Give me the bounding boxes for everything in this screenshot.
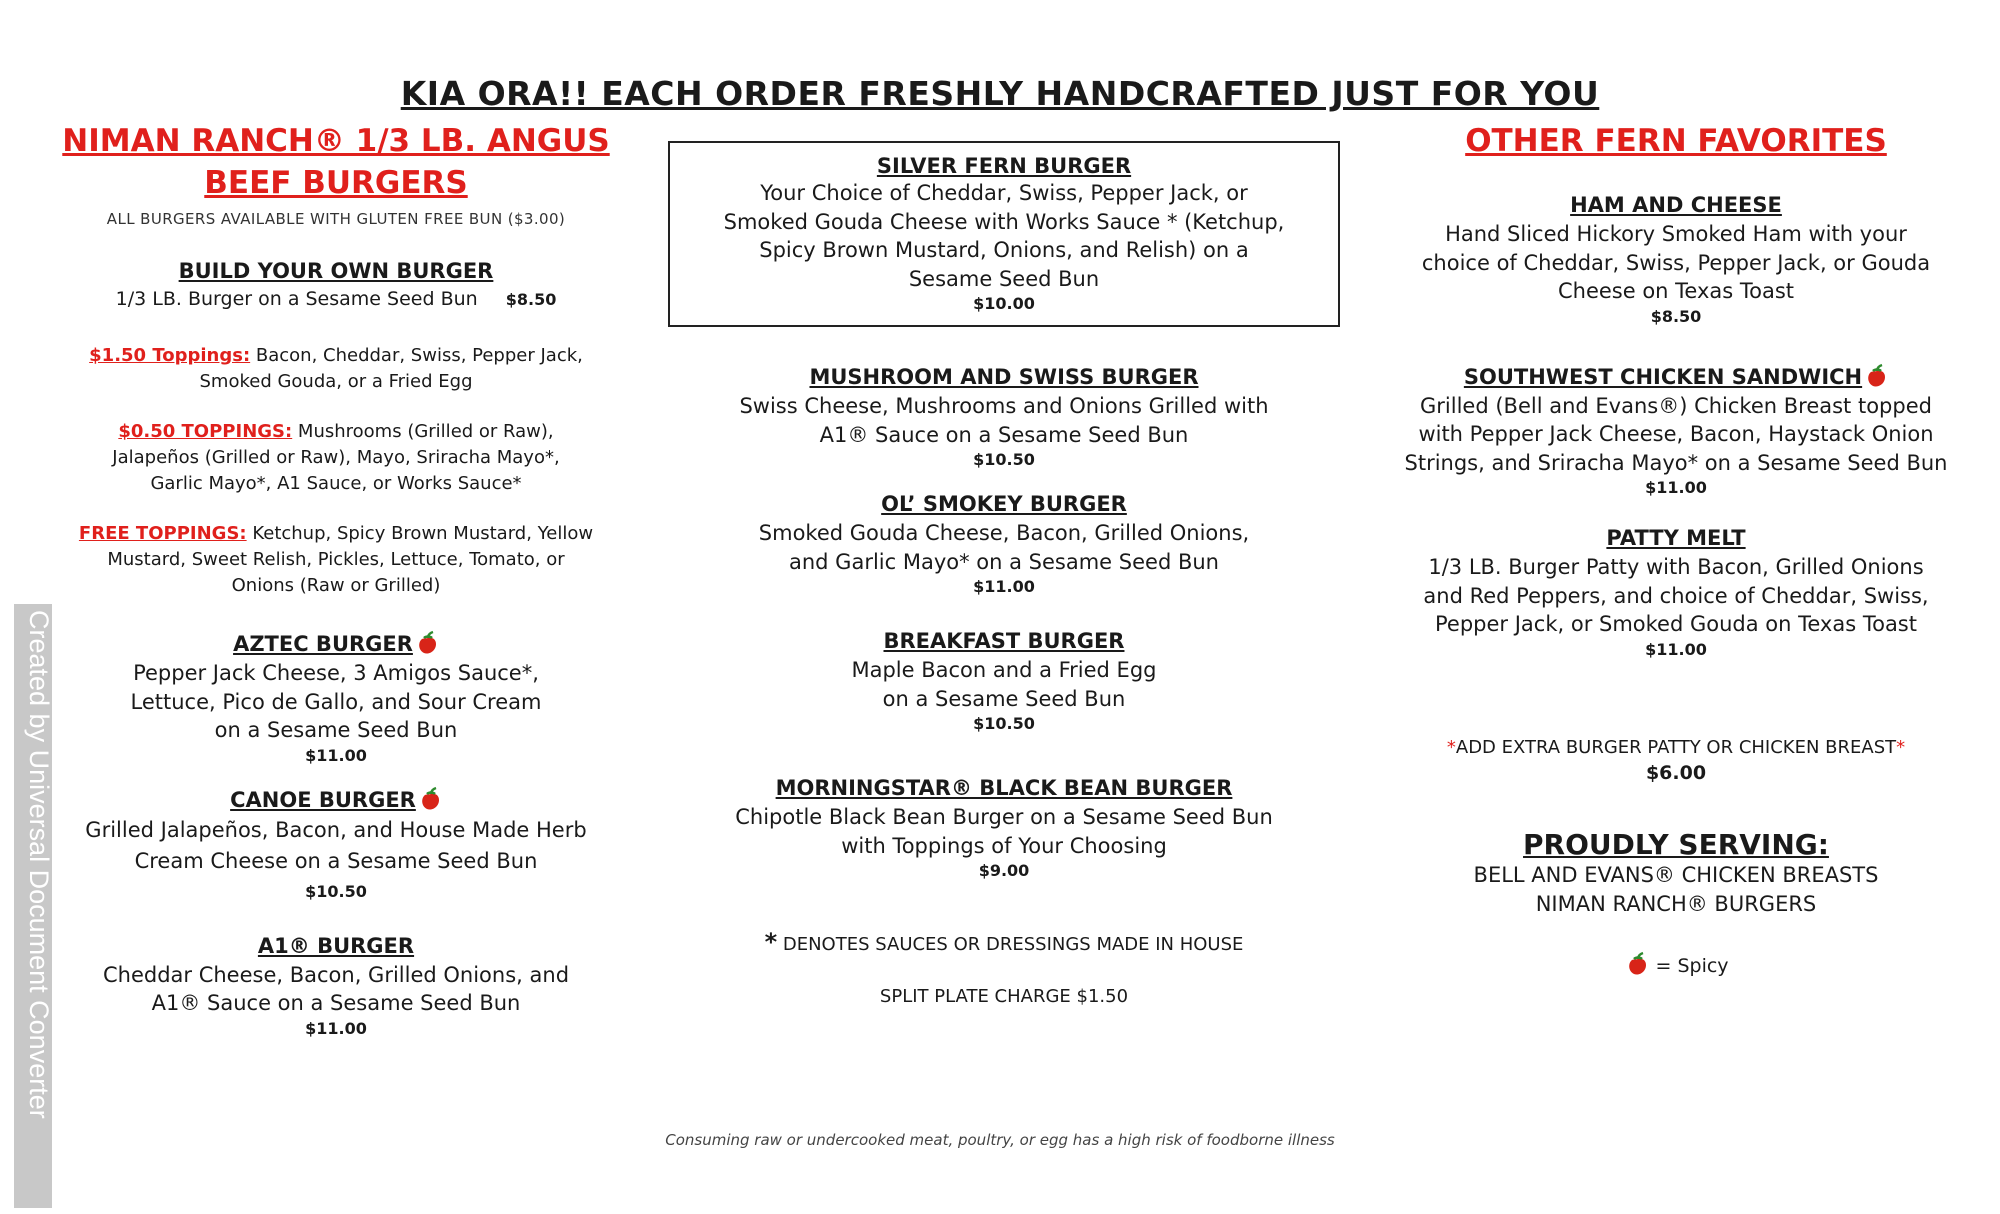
- featured-item-box: [668, 141, 1340, 327]
- item-desc-line: A1® Sauce on a Sesame Seed Bun: [151, 991, 521, 1015]
- menu-item-aztec: [40, 629, 632, 767]
- item-desc-line: Cheese on Texas Toast: [1557, 279, 1795, 303]
- item-desc-line: A1® Sauce on a Sesame Seed Bun: [819, 422, 1189, 447]
- item-title: HAM AND CHEESE: [1570, 193, 1782, 217]
- note-text: DENOTES SAUCES OR DRESSINGS MADE IN HOUSE: [777, 934, 1244, 955]
- left-column: [40, 120, 632, 1040]
- item-price: $11.00: [305, 745, 367, 765]
- gluten-free-note: ALL BURGERS AVAILABLE WITH GLUTEN FREE BUN ($3.00): [106, 210, 566, 228]
- toppings-label: FREE TOPPINGS:: [78, 523, 247, 544]
- menu-item-ol-smokey: [668, 489, 1340, 598]
- item-price: $11.00: [1645, 478, 1707, 497]
- toppings-line: Onions (Raw or Grilled): [231, 575, 441, 596]
- item-desc-line: Hand Sliced Hickory Smoked Ham with your: [1445, 222, 1907, 246]
- item-desc-line: Cream Cheese on a Sesame Seed Bun: [134, 848, 538, 873]
- item-title: AZTEC BURGER: [233, 632, 413, 656]
- item-desc-line: Strings, and Sriracha Mayo* on a Sesame Seed Bun: [1404, 450, 1948, 475]
- item-title: MUSHROOM AND SWISS BURGER: [809, 365, 1199, 389]
- proudly-line: NIMAN RANCH® BURGERS: [1535, 891, 1817, 916]
- item-price: $10.50: [305, 881, 367, 901]
- chili-pepper-icon: [418, 786, 442, 812]
- menu-item-patty-melt: [1372, 523, 1980, 661]
- item-price: $8.50: [1650, 306, 1702, 326]
- extra-star: *: [1896, 736, 1906, 758]
- split-plate-charge: SPLIT PLATE CHARGE $1.50: [879, 986, 1129, 1007]
- menu-item-morningstar: [668, 773, 1340, 882]
- toppings-line: Smoked Gouda, or a Fried Egg: [199, 371, 473, 392]
- menu-item-breakfast: [668, 626, 1340, 735]
- proudly-line: BELL AND EVANS® CHICKEN BREASTS: [1473, 862, 1879, 887]
- item-title: BUILD YOUR OWN BURGER: [178, 259, 494, 283]
- item-price: $11.00: [305, 1018, 367, 1038]
- item-title: CANOE BURGER: [230, 787, 416, 812]
- item-desc-line: 1/3 LB. Burger Patty with Bacon, Grilled Onions: [1428, 555, 1924, 579]
- build-desc-row: [40, 286, 632, 313]
- menu-item-canoe: [40, 785, 632, 903]
- left-heading-line1: NIMAN RANCH® 1/3 LB. ANGUS: [62, 123, 610, 159]
- menu-header: KIA ORA!! EACH ORDER FRESHLY HANDCRAFTED JUST FOR YOU: [400, 74, 1600, 113]
- food-safety-note: Consuming raw or undercooked meat, poultry, or egg has a high risk of foodborne illness: [665, 1131, 1335, 1149]
- note-star: *: [764, 928, 778, 956]
- item-desc-line: Lettuce, Pico de Gallo, and Sour Cream: [130, 689, 542, 714]
- item-title: BREAKFAST BURGER: [883, 629, 1125, 653]
- item-desc-line: Spicy Brown Mustard, Onions, and Relish) on a: [759, 238, 1249, 262]
- item-title: PATTY MELT: [1606, 526, 1746, 550]
- item-desc-line: Swiss Cheese, Mushrooms and Onions Grilled with: [739, 394, 1269, 418]
- extra-patty-note: [1372, 737, 1980, 758]
- item-desc-line: with Toppings of Your Choosing: [841, 833, 1167, 858]
- proudly-serving-title: PROUDLY SERVING:: [1523, 827, 1829, 861]
- toppings-050: [40, 419, 632, 497]
- toppings-line: Mushrooms (Grilled or Raw),: [292, 421, 554, 442]
- chili-pepper-icon: [1864, 363, 1888, 389]
- legend-text: = Spicy: [1655, 954, 1729, 977]
- toppings-free: [40, 521, 632, 599]
- menu-item-southwest-chicken: [1372, 362, 1980, 500]
- menu-item-a1: [40, 931, 632, 1040]
- item-price: $10.00: [973, 294, 1035, 313]
- build-your-own-section: [40, 256, 632, 313]
- item-price: $11.00: [1645, 639, 1707, 659]
- spicy-legend: [1372, 951, 1980, 977]
- item-desc-line: on a Sesame Seed Bun: [214, 718, 458, 742]
- middle-column: [668, 362, 1340, 1007]
- toppings-line: Ketchup, Spicy Brown Mustard, Yellow: [246, 523, 594, 544]
- left-heading-line2: BEEF BURGERS: [204, 165, 468, 201]
- menu-item-mushroom-swiss: [668, 362, 1340, 471]
- item-desc-line: with Pepper Jack Cheese, Bacon, Haystack Onion: [1418, 422, 1934, 446]
- item-title: MORNINGSTAR® BLACK BEAN BURGER: [775, 776, 1233, 800]
- menu-item-ham-cheese: [1372, 190, 1980, 328]
- toppings-150: [40, 343, 632, 395]
- item-desc-line: Chipotle Black Bean Burger on a Sesame Seed Bun: [735, 805, 1273, 829]
- item-desc-line: choice of Cheddar, Swiss, Pepper Jack, or Gouda: [1421, 250, 1931, 275]
- item-desc-line: Your Choice of Cheddar, Swiss, Pepper Jack, or: [760, 181, 1248, 205]
- item-price: $9.00: [978, 861, 1030, 880]
- item-desc-line: on a Sesame Seed Bun: [882, 686, 1126, 711]
- item-title: OL’ SMOKEY BURGER: [881, 492, 1127, 516]
- right-column: [1372, 120, 1980, 977]
- toppings-label: $1.50 Toppings:: [89, 345, 251, 366]
- extra-text: ADD EXTRA BURGER PATTY OR CHICKEN BREAST: [1455, 736, 1897, 758]
- toppings-line: Mustard, Sweet Relish, Pickles, Lettuce, Tomato, or: [107, 549, 565, 570]
- watermark-text: Created by Universal Document Converter: [24, 610, 54, 1119]
- item-desc-line: and Garlic Mayo* on a Sesame Seed Bun: [789, 549, 1219, 574]
- item-desc-line: Sesame Seed Bun: [908, 266, 1100, 291]
- item-price: $10.50: [973, 714, 1035, 733]
- item-desc-line: Pepper Jack Cheese, 3 Amigos Sauce*,: [133, 661, 539, 685]
- extra-price: $6.00: [1645, 761, 1707, 784]
- toppings-line: Garlic Mayo*, A1 Sauce, or Works Sauce*: [150, 473, 522, 494]
- item-desc-line: Smoked Gouda Cheese with Works Sauce * (Ketchup,: [723, 209, 1285, 234]
- item-desc-line: Grilled (Bell and Evans®) Chicken Breast topped: [1420, 393, 1932, 418]
- chili-pepper-icon: [415, 630, 439, 656]
- item-price: $10.50: [973, 450, 1035, 469]
- item-desc-line: Maple Bacon and a Fried Egg: [851, 658, 1157, 682]
- toppings-line: Jalapeños (Grilled or Raw), Mayo, Sriracha Mayo*,: [112, 447, 560, 468]
- extra-star: *: [1446, 736, 1456, 758]
- item-desc-line: Grilled Jalapeños, Bacon, and House Made Herb: [85, 817, 587, 842]
- item-desc-line: Cheddar Cheese, Bacon, Grilled Onions, and: [102, 962, 570, 987]
- item-desc-line: Pepper Jack, or Smoked Gouda on Texas Toast: [1435, 612, 1917, 636]
- item-title: A1® BURGER: [257, 933, 415, 958]
- item-desc-line: and Red Peppers, and choice of Cheddar, Swiss,: [1423, 583, 1929, 608]
- item-title: SOUTHWEST CHICKEN SANDWICH: [1463, 364, 1863, 389]
- toppings-label: $0.50 TOPPINGS:: [118, 421, 293, 442]
- right-heading: OTHER FERN FAVORITES: [1465, 123, 1887, 159]
- item-desc-line: Smoked Gouda Cheese, Bacon, Grilled Onions,: [758, 521, 1250, 545]
- item-title: SILVER FERN BURGER: [876, 154, 1132, 178]
- chili-pepper-icon: [1625, 951, 1649, 977]
- house-made-note: [668, 928, 1340, 956]
- item-price: $11.00: [973, 577, 1035, 596]
- item-desc: 1/3 LB. Burger on a Sesame Seed Bun: [115, 288, 478, 310]
- toppings-line: Bacon, Cheddar, Swiss, Pepper Jack,: [250, 345, 583, 366]
- watermark-bar: [14, 604, 52, 1208]
- item-price: $8.50: [505, 290, 557, 309]
